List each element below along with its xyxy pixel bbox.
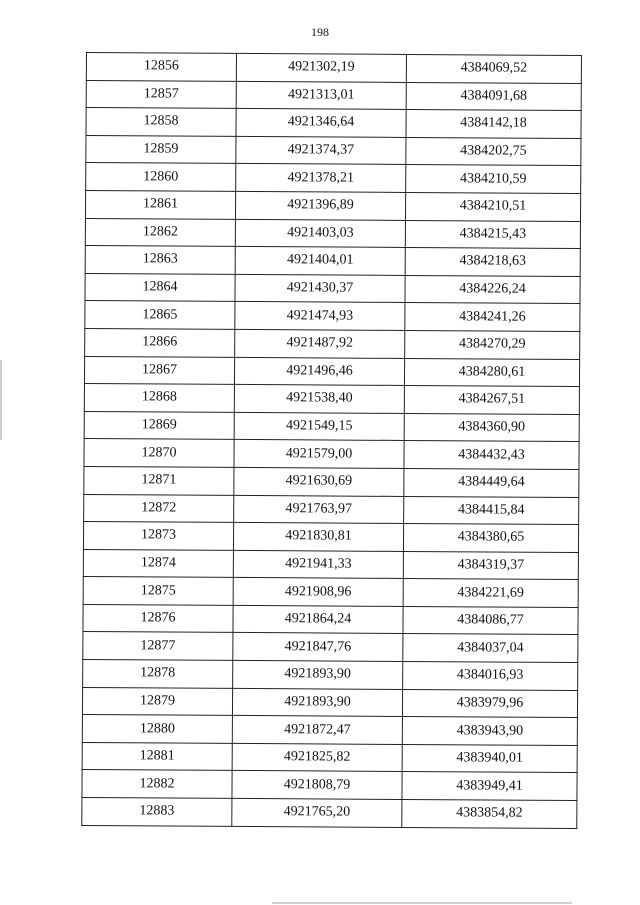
table-row (85, 328, 580, 359)
page-number: 198 (311, 25, 329, 39)
coordinates-table-body (82, 53, 582, 829)
table-row (84, 411, 579, 442)
point-number-cell: 12877 (83, 632, 233, 661)
x-coordinate-cell: 4921847,76 (233, 633, 403, 662)
x-coordinate-cell: 4921374,37 (236, 136, 406, 165)
y-coordinate-cell: 4384210,51 (405, 192, 580, 221)
table-row (83, 632, 578, 663)
x-coordinate-cell: 4921830,81 (233, 523, 403, 552)
point-number-cell: 12878 (83, 660, 233, 689)
point-number-cell: 12861 (85, 190, 235, 219)
y-coordinate-cell: 4384069,52 (406, 54, 581, 83)
x-coordinate-cell: 4921908,96 (233, 578, 403, 607)
x-coordinate-cell: 4921872,47 (232, 716, 402, 745)
x-coordinate-cell: 4921549,15 (234, 412, 404, 441)
y-coordinate-cell: 4383979,96 (402, 689, 577, 718)
y-coordinate-cell: 4383943,90 (402, 717, 577, 746)
y-coordinate-cell: 4384380,65 (403, 524, 578, 553)
x-coordinate-cell: 4921825,82 (232, 743, 402, 772)
y-coordinate-cell: 4384267,51 (404, 386, 579, 415)
y-coordinate-cell: 4383940,01 (402, 744, 577, 773)
x-coordinate-cell: 4921893,90 (233, 660, 403, 689)
y-coordinate-cell: 4384270,29 (405, 330, 580, 359)
table-row (82, 742, 577, 773)
x-coordinate-cell: 4921893,90 (232, 688, 402, 717)
scan-artifact-bottom (272, 902, 572, 904)
y-coordinate-cell: 4384226,24 (405, 275, 580, 304)
point-number-cell: 12869 (84, 411, 234, 440)
table-row (82, 770, 577, 801)
point-number-cell: 12857 (86, 80, 236, 109)
point-number-cell: 12880 (82, 715, 232, 744)
table-row (83, 660, 578, 691)
x-coordinate-cell: 4921404,01 (235, 247, 405, 276)
x-coordinate-cell: 4921864,24 (233, 605, 403, 634)
x-coordinate-cell: 4921430,37 (235, 274, 405, 303)
table-row (85, 190, 580, 221)
table-row (86, 80, 581, 111)
table-row (82, 687, 577, 718)
y-coordinate-cell: 4384086,77 (403, 606, 578, 635)
y-coordinate-cell: 4384280,61 (404, 358, 579, 387)
y-coordinate-cell: 4384432,43 (404, 441, 579, 470)
x-coordinate-cell: 4921765,20 (232, 798, 402, 827)
x-coordinate-cell: 4921474,93 (235, 302, 405, 331)
point-number-cell: 12879 (82, 687, 232, 716)
point-number-cell: 12881 (82, 742, 232, 771)
point-number-cell: 12864 (85, 273, 235, 302)
y-coordinate-cell: 4384319,37 (403, 551, 578, 580)
y-coordinate-cell: 4384241,26 (405, 303, 580, 332)
table-row (84, 384, 579, 415)
table-row (86, 163, 581, 194)
point-number-cell: 12858 (86, 108, 236, 137)
point-number-cell: 12875 (83, 577, 233, 606)
y-coordinate-cell: 4384449,64 (404, 468, 579, 497)
point-number-cell: 12859 (86, 135, 236, 164)
table-row (86, 53, 581, 84)
point-number-cell: 12862 (85, 218, 235, 247)
point-number-cell: 12868 (84, 384, 234, 413)
x-coordinate-cell: 4921487,92 (235, 329, 405, 358)
table-row (84, 494, 579, 525)
y-coordinate-cell: 4384221,69 (403, 579, 578, 608)
table-row (86, 108, 581, 139)
x-coordinate-cell: 4921941,33 (233, 550, 403, 579)
x-coordinate-cell: 4921403,03 (235, 219, 405, 248)
point-number-cell: 12870 (84, 439, 234, 468)
point-number-cell: 12883 (82, 798, 232, 827)
table-row (85, 218, 580, 249)
y-coordinate-cell: 4383949,41 (402, 772, 577, 801)
x-coordinate-cell: 4921346,64 (236, 109, 406, 138)
point-number-cell: 12871 (84, 466, 234, 495)
point-number-cell: 12865 (85, 301, 235, 330)
point-number-cell: 12863 (85, 246, 235, 275)
y-coordinate-cell: 4384415,84 (404, 496, 579, 525)
y-coordinate-cell: 4384218,63 (405, 248, 580, 277)
y-coordinate-cell: 4384360,90 (404, 413, 579, 442)
x-coordinate-cell: 4921496,46 (234, 357, 404, 386)
table-row (83, 577, 578, 608)
x-coordinate-cell: 4921313,01 (236, 81, 406, 110)
point-number-cell: 12856 (86, 53, 236, 82)
point-number-cell: 12873 (83, 522, 233, 551)
x-coordinate-cell: 4921396,89 (235, 191, 405, 220)
point-number-cell: 12876 (83, 604, 233, 633)
x-coordinate-cell: 4921808,79 (232, 771, 402, 800)
point-number-cell: 12872 (84, 494, 234, 523)
table-row (84, 439, 579, 470)
y-coordinate-cell: 4384091,68 (406, 82, 581, 111)
x-coordinate-cell: 4921302,19 (236, 53, 406, 82)
table-row (86, 135, 581, 166)
table-row (84, 356, 579, 387)
table-row (83, 522, 578, 553)
y-coordinate-cell: 4384016,93 (403, 662, 578, 691)
point-number-cell: 12874 (83, 549, 233, 578)
x-coordinate-cell: 4921763,97 (234, 495, 404, 524)
table-row (85, 246, 580, 277)
table-row (84, 466, 579, 497)
point-number-cell: 12867 (84, 356, 234, 385)
point-number-cell: 12866 (85, 328, 235, 357)
y-coordinate-cell: 4383854,82 (402, 799, 577, 828)
y-coordinate-cell: 4384142,18 (406, 110, 581, 139)
table-row (83, 549, 578, 580)
x-coordinate-cell: 4921378,21 (236, 164, 406, 193)
coordinates-table (81, 52, 582, 829)
y-coordinate-cell: 4384037,04 (403, 634, 578, 663)
point-number-cell: 12882 (82, 770, 232, 799)
y-coordinate-cell: 4384202,75 (406, 137, 581, 166)
table-row (83, 604, 578, 635)
table-row (85, 273, 580, 304)
table-row (82, 798, 577, 829)
y-coordinate-cell: 4384215,43 (405, 220, 580, 249)
point-number-cell: 12860 (86, 163, 236, 192)
x-coordinate-cell: 4921538,40 (234, 385, 404, 414)
table-row (85, 301, 580, 332)
y-coordinate-cell: 4384210,59 (406, 165, 581, 194)
x-coordinate-cell: 4921630,69 (234, 467, 404, 496)
scan-artifact-left (0, 360, 2, 440)
x-coordinate-cell: 4921579,00 (234, 440, 404, 469)
table-row (82, 715, 577, 746)
